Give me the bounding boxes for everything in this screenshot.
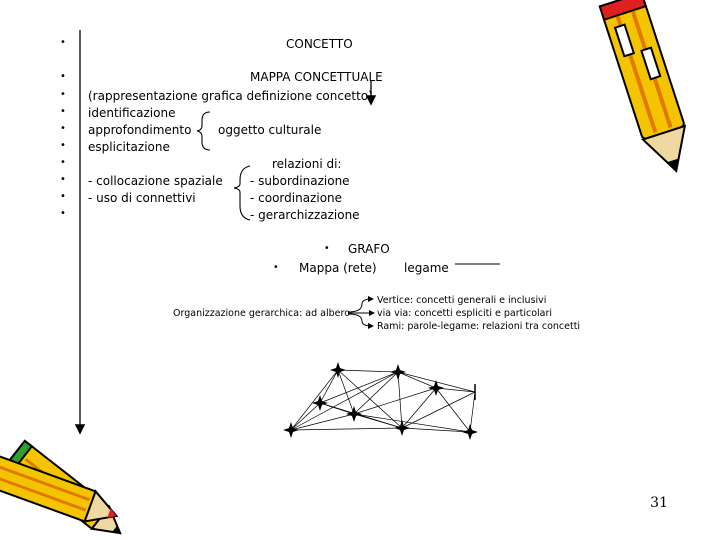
- bullet: •: [324, 243, 330, 254]
- pencils-icon: [0, 441, 129, 540]
- page-title: CONCETTO: [286, 37, 353, 51]
- bullet: •: [60, 37, 66, 48]
- bullet: •: [60, 71, 66, 82]
- subtitle: MAPPA CONCETTUALE: [250, 70, 383, 84]
- pencil-icon: [600, 0, 697, 178]
- bullet: •: [60, 157, 66, 168]
- bullet: •: [60, 123, 66, 134]
- relazioni-heading: relazioni di:: [272, 157, 342, 171]
- text-connettivi: - uso di connettivi: [88, 191, 196, 205]
- text-rappresentazione: (rappresentazione grafica definizione concetto): [88, 89, 373, 103]
- text-collocazione: - collocazione spaziale: [88, 174, 223, 188]
- grafo-label: GRAFO: [348, 242, 390, 256]
- text-approfondimento: approfondimento: [88, 123, 192, 137]
- relazioni-item: - subordinazione: [250, 174, 350, 188]
- text-identificazione: identificazione: [88, 106, 176, 120]
- bullet: •: [60, 191, 66, 202]
- bullet: •: [273, 262, 279, 273]
- mappa-label: Mappa (rete): [299, 261, 377, 275]
- bullet: •: [60, 89, 66, 100]
- brace: [197, 112, 210, 150]
- bullet: •: [60, 174, 66, 185]
- bullet: •: [60, 106, 66, 117]
- note-via-via: via via: concetti espliciti e particolari: [377, 308, 553, 319]
- text-oggetto-culturale: oggetto culturale: [218, 123, 322, 137]
- note-rami: Rami: parole-legame: relazioni tra concetti: [377, 321, 581, 332]
- note-vertice: Vertice: concetti generali e inclusivi: [377, 295, 547, 306]
- organizzazione-label: Organizzazione gerarchica: ad albero: [173, 308, 351, 319]
- note-arrows: [348, 296, 375, 329]
- bullet: •: [60, 140, 66, 151]
- legame-label: legame: [404, 261, 449, 275]
- brace: [234, 166, 250, 220]
- page-number: 31: [650, 495, 668, 511]
- bullet: •: [60, 208, 66, 219]
- relazioni-item: - gerarchizzazione: [250, 208, 360, 222]
- relazioni-item: - coordinazione: [250, 191, 343, 205]
- text-esplicitazione: esplicitazione: [88, 140, 170, 154]
